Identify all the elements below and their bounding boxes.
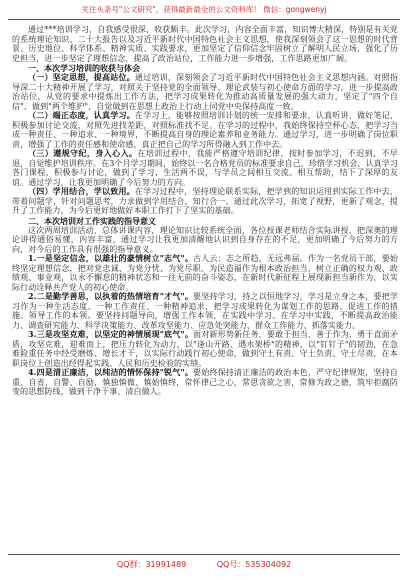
paragraph-text: 要始终保持清正廉洁的政治本色，严守纪律规矩，坚持自重、自省、自警、自励，慎独慎微、慎始慎终，常怀律己之心，常思贪欲之害，常修为政之德，筑牢拒腐防变的思想防线，做到干净干事、清白做人。 bbox=[12, 368, 398, 396]
subsection-title: （二）端正态度，认真学习。 bbox=[28, 110, 135, 120]
subsection-title: 2.二是勤学善思，以执着的热情培育"才气"。 bbox=[28, 291, 194, 301]
subsection-title: （三）遵规守纪，身入心入。 bbox=[28, 148, 138, 158]
paragraph: 这次两周培训活动，总体讲课内容，理论知识比较系统全面，各位授课老师结合实际讲授，把深奥的理论讲得通俗易懂，内容丰富，通过学习让我更加清醒地认识到自身存在的不足，更加明确了今后努力的方向，对今后的工作具有很强的指导意义。 bbox=[12, 225, 398, 254]
section-heading-1: 一、本次学习培训的收获与体会 bbox=[28, 63, 140, 73]
paragraph bbox=[12, 149, 398, 187]
intro-paragraph: 通过***培训学习，自我感受很深，收获颇丰。此次学习，内容全面丰富，知识博大精深，特别是有关党的系统理论知识、二十大报告以及习近平新时代中国特色社会主义思想，使我深刻领会了这一思想的时代背景、历史地位、科学体系、精神实质、实践要求，更加坚定了信仰信念牢固树立了解明人民立场，强化了历史担当，进一步坚定了理想信念，提高了政治站位，工作能力进一步增强，工作思路更加广阔。 bbox=[12, 25, 398, 63]
paragraph bbox=[12, 254, 398, 292]
paragraph-text: 古人云：志之所趋，无远弗届。作为一名党员干部，要始终坚定理想信念，把对党忠诚、为党分忧、为党尽职、为民造福作为根本政治担当，树立正确的权力观、政绩观、事业观，以永不懈怠的精神状态和一往无前的奋斗姿态，在新时代新征程上展现新担当新作为，以实际行动诠释共产党人的初心使命。 bbox=[12, 254, 398, 292]
paragraph bbox=[12, 73, 398, 111]
subsection-title: 3.三是攻坚克难，以坚定的神情展现"底气"。 bbox=[28, 329, 194, 339]
qq-number-text: QQ号：535304092 bbox=[216, 560, 292, 569]
section-heading-2: 二、本次培训对工作实践的指导意义 bbox=[28, 215, 156, 226]
qq-group-text: QQ群：31991489 bbox=[116, 560, 187, 569]
paragraph-text: 在学习上，能够按照培训计划的统一安排和要求，认真听讲，做好笔记，积极参加讨论交流，对照先进找差距，对照标准找不足。在学习的过程中，我始终保持空杯心态，把学习当成一种责任、一种追求、一种境界，不断提高自身的理论素养和业务能力。通过学习，进一步明确了岗位职责，增强了工作的责任感和使命感，真正把自己的学习所得融入到工作中去。 bbox=[12, 111, 398, 149]
paragraph-text: 要坚持学习，持之以恒地学习，学习是立身之本，要把学习作为一种生活态度、一种工作责任、一种精神追求，把学习成果转化为谋划工作的思路、促进工作的措施、领导工作的本领。要坚持问题导向，增强工作本领，在实践中学习、在学习中实践，不断提高政治能力、调查研究能力、科学决策能力、改革攻坚能力、应急处突能力、群众工作能力、抓落实能力。 bbox=[12, 292, 398, 330]
paragraph bbox=[12, 368, 398, 397]
document-body bbox=[12, 25, 398, 551]
subsection-title: 4.四是清正廉洁，以纯洁的情怀保持"锐气"。 bbox=[28, 367, 194, 377]
footer-divider bbox=[8, 554, 400, 555]
paragraph-text: 通过培训，深刻领会了习近平新时代中国特色社会主义思想内涵。对照指导深二十大精神开展了学习，对照关于坚持党的全面领导、理论武装与初心使命方面的学习，进一步提高政治站位，从党的要求中提炼出工作方法，把学习成果转化为推动高质量发展的强大动力，坚定了"四个自信"、做到"两个维护"，自觉做到在思想上政治上行动上同党中央保持高度一致。 bbox=[12, 73, 398, 111]
paragraph-text: 在学习过程中，坚持理论联系实际，把学到的知识运用到实际工作中去，带着问题学，针对问题思考，力求做到学用结合、知行合一。通过此次学习，拓宽了视野，更新了观念，提升了工作能力，为今后更好地做好本职工作打下了坚实的基础。 bbox=[12, 187, 398, 215]
paragraph bbox=[12, 292, 398, 330]
subsection-title: （四）学用结合，学以致用。 bbox=[28, 186, 135, 196]
subsection-title: 1.一是坚定信念，以雄壮的豪情树立"志气"。 bbox=[28, 253, 194, 263]
header-divider bbox=[8, 19, 400, 20]
paragraph-text: 在培训过程中，我能严格遵守培训纪律，按时参加学习，不迟到、不早退，自觉维护培训秩序。在3个月学习期间，始终以一名合格党员的标准要求自己，珍惜学习机会，认真学习各门课程，积极参与讨论，做到了学习、生活两不误，与学员之间相互交流、相互帮助，结下了深厚的友谊。通过学习，让我更加明确了今后努力的方向。 bbox=[12, 149, 398, 187]
header-banner: 关注头条号"公文研究"，获得最新最全的公文资料库！ 微信：gongwenyj bbox=[81, 5, 327, 14]
paragraph-text: 面对新形势新任务，要敢于担当、善于作为，勇于直面矛盾，攻坚克难，迎难而上，把压力转化为动力，以"逢山开路、遇水架桥"的精神，以"钉钉子"的韧劲，在急难险重任务中经受磨炼、增长才干，以实际行动践行初心使命，做到守土有责、守土负责、守土尽责，在本职岗位上创造出经得起实践、人民和历史检验的实绩。 bbox=[12, 330, 398, 368]
footer-contact bbox=[0, 559, 408, 571]
paragraph bbox=[12, 187, 398, 216]
paragraph bbox=[12, 330, 398, 368]
paragraph bbox=[12, 111, 398, 149]
subsection-title: （一）坚定思想，提高站位。 bbox=[28, 72, 135, 82]
